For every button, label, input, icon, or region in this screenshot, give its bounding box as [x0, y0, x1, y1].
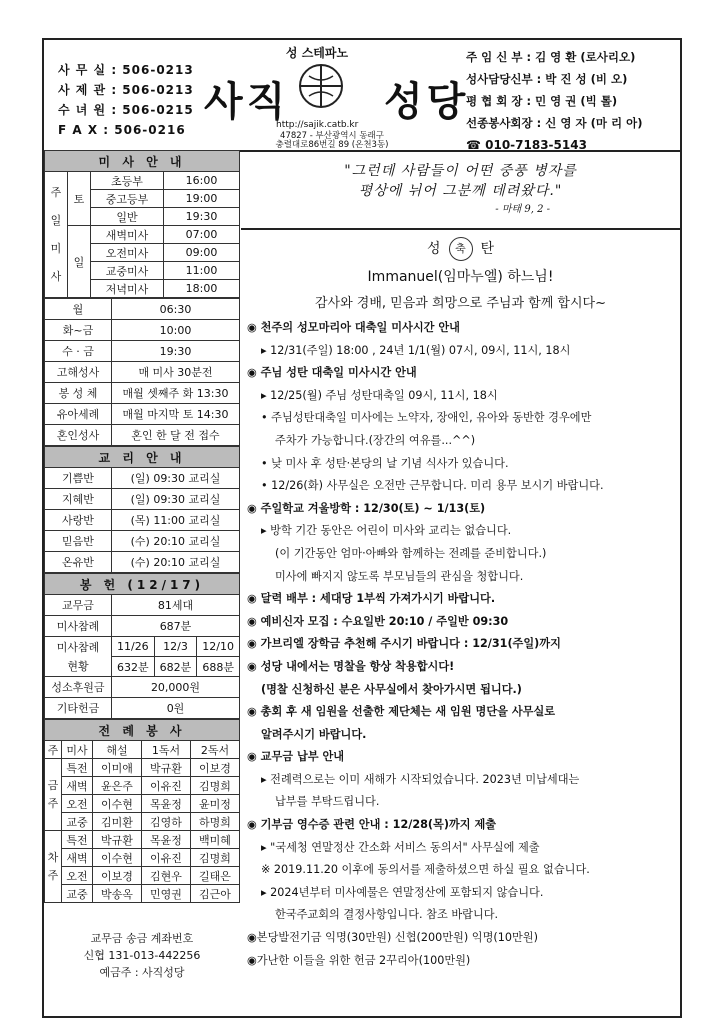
- catechism-table: 교 리 안 내 기쁨반 (일) 09:30 교리실 지혜반 (일) 09:30 교리실 사랑반 (목) 11:00 교리실 믿음반 (수) 20:10 교리실 온유반 (수) 20:10 교리실: [44, 446, 240, 573]
- christmas-heading: 성 축 탄: [241, 234, 680, 264]
- notice-line: ◉ 교무금 납부 안내: [247, 750, 345, 764]
- sunday-mass-label: 주 일 미 사: [45, 172, 68, 298]
- notice-line: (이 기간동안 엄마·아빠와 함께하는 전례를 준비합니다.): [275, 546, 547, 560]
- church-name-right: 성당: [384, 79, 470, 125]
- right-column: [241, 150, 680, 972]
- weekday-table: 월 06:30 화~금 10:00 수 · 금 19:30 고해성사 매 미사 30분전 봉 성 체 매월 셋째주 화 13:30 유아세례 매월 마지막 토 14:30 혼인성사 혼인 한 달 전 접수: [44, 298, 240, 446]
- notice-line: ◉본당발전기금 익명(30만원) 신협(200만원) 익명(10만원): [247, 931, 538, 945]
- church-name-left: 사직: [204, 79, 290, 125]
- church-url: http://sajik.catb.kr: [276, 120, 359, 130]
- notice-line: ▸ "국세청 연말정산 간소화 서비스 동의서" 사무실에 제출: [261, 840, 540, 854]
- notice-line: ◉ 예비신자 모집 : 수요일반 20:10 / 주일반 09:30: [247, 614, 509, 628]
- staff-funeral: 선종봉사회장 : 신 영 자 (마 리 아): [466, 116, 643, 130]
- notice-line: ▸ 방학 기간 동안은 어린이 미사와 교리는 없습니다.: [261, 524, 512, 538]
- service-title: 전 례 봉 사: [45, 720, 240, 741]
- notice-line: 납부를 부탁드립니다.: [275, 795, 380, 809]
- notice-line: ▸ 2024년부터 미사예물은 연말정산에 포함되지 않습니다.: [261, 885, 544, 899]
- mass-table: 미 사 안 내 주 일 미 사 토 초등부 16:00 중고등부 19:00 일반 19:30 일 새벽미사 07:00 오전미사 09:00 교중미사 11:00 저녁미사 18:00: [44, 150, 240, 298]
- account-info: [44, 930, 240, 981]
- notice-line: ▸ 전례력으로는 이미 새해가 시작되었습니다. 2023년 미납세대는: [261, 772, 580, 786]
- scripture-reference: - 마태 9, 2 -: [495, 204, 550, 215]
- account-number: 신협 131-013-442256: [83, 949, 201, 962]
- notice-line: • 12/26(화) 사무실은 오전만 근무합니다. 미리 용무 보시기 바랍니다.: [261, 479, 604, 493]
- staff-assistant: 성사담당신부 : 박 진 성 (비 오): [466, 72, 628, 86]
- notice-list: [241, 317, 680, 972]
- notice-line: • 주님성탄대축일 미사에는 노약자, 장애인, 유아와 동반한 경우에만: [261, 411, 592, 425]
- celebration-emblem-icon: 축: [449, 237, 473, 261]
- liturgy-service-table: 전 례 봉 사 주 미사 해설 1독서 2독서 금 주 특전 이미애 박규환 이보경 새벽 윤은주 이유진 김명희 오전 이수현 목윤정 윤미정 교중 김미환 김영하 하명희 차 주 특전 박규환 목윤정 백미혜 새벽 이수현 이유진 김명희 오전 이보경 김현우 길태은 교중 박송옥 민영권 김근아: [44, 719, 240, 903]
- left-column: [44, 150, 240, 903]
- notice-line: ▸ 12/31(주일) 18:00 , 24년 1/1(월) 07시, 09시, 11시, 18시: [261, 343, 571, 357]
- notice-line: ◉ 주님 성탄 대축일 미사시간 안내: [247, 366, 417, 380]
- contact-fax: F A X : 506-0216: [58, 123, 186, 137]
- scripture-quote: "그런데 사람들이 어떤 중풍 병자를 평상에 뉘어 그분께 데려왔다." - 마태 9, 2 -: [241, 150, 680, 230]
- notice-line: 한국주교회의 결정사항입니다. 참조 바랍니다.: [275, 908, 499, 922]
- attendance-history-label: 미사참례 현황: [45, 637, 112, 677]
- staff-council: 평 협 회 장 : 민 영 권 (빅 톨): [466, 94, 618, 108]
- notice-line: ◉ 성당 내에서는 명찰을 항상 착용합시다!: [247, 659, 455, 673]
- notice-line: ◉ 천주의 성모마리아 대축일 미사시간 안내: [247, 321, 460, 334]
- church-logo-icon: [297, 62, 345, 110]
- this-week-label: 금 주: [45, 759, 62, 831]
- offering-title: 봉 헌 (12/17): [45, 574, 240, 595]
- notice-line: • 낮 미사 후 성탄·본당의 날 기념 식사가 있습니다.: [261, 456, 509, 470]
- notice-line: ▸ 12/25(월) 주님 성탄대축일 09시, 11시, 18시: [261, 388, 498, 402]
- staff-pastor: 주 임 신 부 : 김 영 환 (로사리오): [466, 50, 636, 64]
- church-address: 47827 - 부산광역시 동래구 충렬대로86번길 89 (온천3동): [275, 131, 389, 150]
- notice-line: ◉가난한 이들을 위한 헌금 2꾸리아(100만원): [247, 953, 471, 967]
- saturday-label: 토: [68, 172, 91, 226]
- praise-line: 감사와 경배, 믿음과 희망으로 주님과 함께 합시다~: [315, 296, 606, 311]
- notice-line: ◉ 주일학교 겨울방학 : 12/30(토) ~ 1/13(토): [247, 501, 486, 515]
- contact-list: [58, 60, 194, 140]
- contact-convent: 수 녀 원 : 506-0215: [58, 103, 194, 117]
- notice-line: ※ 2019.11.20 이후에 동의서를 제출하셨으면 하실 필요 없습니다.: [261, 863, 590, 877]
- offering-table: 봉 헌 (12/17) 교무금 81세대 미사참례 687분 미사참례 현황 11/26 12/3 12/10 632분 682분 688분 성소후원금 20,000원 기타헌금 0원: [44, 573, 240, 719]
- account-title: 교무금 송금 계좌번호: [90, 932, 194, 945]
- staff-phone: ☎ 010-7183-5143: [466, 138, 587, 152]
- bulletin-page: [42, 38, 682, 1018]
- notice-line: ◉ 총회 후 새 임원을 선출한 제단체는 새 임원 명단을 사무실로: [247, 705, 556, 719]
- notice-line: 미사에 빠지지 않도록 부모님들의 관심을 청합니다.: [275, 569, 524, 583]
- account-holder: 예금주 : 사직성당: [99, 966, 185, 979]
- church-subtitle: 성 스테파노: [285, 46, 349, 60]
- notice-line: ◉ 가브리엘 장학금 추천해 주시기 바랍니다 : 12/31(주일)까지: [247, 637, 561, 651]
- next-week-label: 차 주: [45, 831, 62, 903]
- notice-line: 알려주시기 바랍니다.: [261, 727, 367, 741]
- notice-line: ◉ 달력 배부 : 세대당 1부씩 가져가시기 바랍니다.: [247, 592, 496, 606]
- contact-rectory: 사 제 관 : 506-0213: [58, 83, 194, 97]
- catechism-title: 교 리 안 내: [45, 447, 240, 468]
- notice-line: ◉ 기부금 영수증 관련 안내 : 12/28(목)까지 제출: [247, 818, 497, 832]
- immanuel-line: Immanuel(임마누엘) 하느님!: [367, 269, 554, 285]
- notice-line: 주차가 가능합니다.(장간의 여유를...^^): [275, 433, 476, 447]
- mass-title: 미 사 안 내: [45, 151, 240, 172]
- sunday-label: 일: [68, 226, 91, 298]
- contact-office: 사 무 실 : 506-0213: [58, 63, 194, 77]
- header: [44, 40, 680, 152]
- notice-line: (명찰 신청하신 분은 사무실에서 찾아가시면 됩니다.): [261, 682, 522, 696]
- staff-list: [466, 46, 642, 156]
